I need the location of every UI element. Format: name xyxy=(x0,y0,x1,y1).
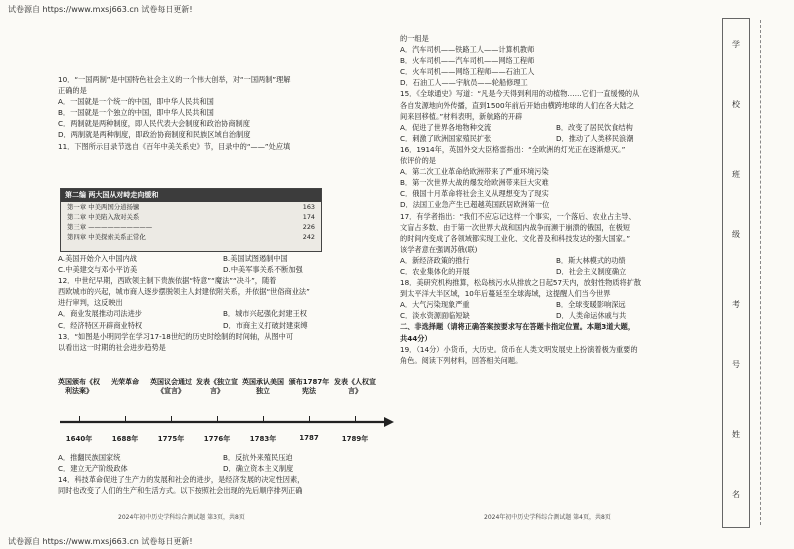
q15-options-row2: C．刺激了欧洲国家殖民扩张 D．推动了人类移民浪潮 xyxy=(400,133,634,143)
timeline-tick xyxy=(309,416,310,422)
q19-stem-line1: 19．（14分）小货币，大历史。货币在人类文明发展史上扮演着极为重要的 xyxy=(400,344,638,354)
timeline-tick xyxy=(355,416,356,422)
page-footer-right: 2024年初中历史学科综合测试题 第4页，共8页 xyxy=(484,514,611,521)
q11-options-row1: A.美国开始介入中国内战 B.美国试图遏制中国 xyxy=(58,254,288,263)
q17-stem-line3: 的时间内变成了各领域都实现工业化、文化普及和科技发达的强大国家。” xyxy=(400,233,631,243)
right-column xyxy=(400,33,712,366)
timeline-event: 光荣革命 xyxy=(111,378,139,386)
q13-options-row1: A．推翻民族国家统 B．反抗外来殖民压迫 xyxy=(58,453,293,462)
strip-label: 姓 xyxy=(732,430,740,439)
timeline-event: 英国承认美国独立 xyxy=(242,378,284,395)
toc-image xyxy=(60,188,322,252)
timeline-year: 1688年 xyxy=(111,435,139,443)
timeline-event: 发表《独立宣言》 xyxy=(196,378,238,395)
timeline-year: 1640年 xyxy=(65,435,93,443)
q14-cont-stem: 的一组是 xyxy=(400,34,429,43)
q14-stem-line1: 14．科技革命促进了生产力的发展和社会的进步，是经济发展的决定性因素， xyxy=(58,475,305,485)
timeline-tick xyxy=(171,416,172,422)
q11-options-row2: C.中美建交与邓小平访美 D.中美军事关系不断加强 xyxy=(58,265,303,275)
q17-options-row1: A．新经济政策的推行 B．斯大林模式的功绩 xyxy=(400,255,626,265)
left-column-bottom xyxy=(58,452,388,496)
q16-option-c: C．俄国十月革命将社会主义从理想变为了现实 xyxy=(400,189,549,199)
source-banner-top: 试卷源自 https://www.mxsj663.cn 试卷每日更新! xyxy=(8,5,193,14)
q16-option-b: B．第一次世界大战的爆发给欧洲带来巨大灾难 xyxy=(400,178,549,188)
q12-options-row1: A．商业发展推动司法进步 B．城市兴起强化封建王权 xyxy=(58,309,307,319)
binding-cut-line xyxy=(760,20,762,525)
binding-info-strip xyxy=(722,18,750,528)
timeline-event: 英国颁布《权利法案》 xyxy=(58,378,100,395)
q14-option-d: D．石油工人——宇航员——轮船修理工 xyxy=(400,78,528,88)
q17-stem-line1: 17．有学者指出：“我们不应忘记这样一个事实，一个落后、农业占主导、 xyxy=(400,211,636,221)
q15-stem-line2: 各自发源地向外传播，直到1500年前后开始由横跨地球的人们在各大陆之 xyxy=(400,100,634,110)
q13-stem-line2: 以看出这一时期的社会进步趋势是 xyxy=(58,342,166,352)
left-column xyxy=(58,74,388,152)
toc-row: 第四章 中美探索关系正常化 242 xyxy=(67,233,315,241)
timeline-year: 1789年 xyxy=(341,435,369,443)
q15-stem-line3: 间来回移植。”材料表明，新航路的开辟 xyxy=(400,111,523,121)
strip-label: 级 xyxy=(732,230,740,239)
toc-row: 第一章 中美两国分道扬镳 163 xyxy=(67,203,315,211)
toc-row: 第三章 —————————— 226 xyxy=(67,223,315,231)
q17-options-row2: C．农业集体化的开展 D．社会主义制度确立 xyxy=(400,266,627,276)
q13-stem-line1: 13．“如图是小明同学在学习17-18世纪的历史时绘制的时间轴，从图中可 xyxy=(58,331,294,341)
q10-stem-line1: 10．“一国两制”是中国特色社会主义的一个伟大创举，对“一国两制”理解 xyxy=(58,75,291,84)
timeline-year: 1775年 xyxy=(157,435,185,443)
history-timeline xyxy=(58,378,394,448)
q14-option-c: C．火车司机——网络工程师——石油工人 xyxy=(400,67,535,77)
section2-title: 二、非选择题（请将正确答案按要求写在答题卡指定位置。本题3道大题， xyxy=(400,322,636,332)
timeline-event: 颁布1787年宪法 xyxy=(288,378,330,395)
q10-option-b: B．一国就是一个独立的中国，即中华人民共和国 xyxy=(58,108,214,118)
left-column-mid xyxy=(58,253,388,353)
q13-options-row2: C．建立无产阶级政体 D．确立资本主义制度 xyxy=(58,464,294,474)
q18-options-row2: C．淡水资源面临短缺 D．人类命运休戚与共 xyxy=(400,311,627,321)
timeline-event: 英国议会通过《宣言》 xyxy=(150,378,192,395)
strip-label: 考 xyxy=(732,300,740,309)
timeline-tick xyxy=(217,416,218,422)
q14-stem-line2: 同时也改变了人们的生产和生活方式。以下按照社会出现的先后顺序排列正确 xyxy=(58,486,303,496)
q15-stem-line1: 15．《全球通史》写道：“凡是今天得到利用的动植物……它们一直缓慢的从 xyxy=(400,89,640,99)
q10-option-a: A．一国就是一个统一的中国，即中华人民共和国 xyxy=(58,97,214,107)
toc-header: 第二编 两大国从对峙走向缓和 xyxy=(61,189,321,202)
timeline-year: 1783年 xyxy=(249,435,277,443)
q17-stem-line4: 该学者意在强调苏俄(联) xyxy=(400,244,478,254)
strip-label: 学 xyxy=(732,40,740,49)
q14-option-a: A．汽车司机——铁路工人——计算机教师 xyxy=(400,45,535,55)
q10-option-c: C．两制就是两种制度，即人民代表大会制度和政治协商制度 xyxy=(58,119,250,129)
q16-option-a: A．第二次工业革命给欧洲带来了严重环境污染 xyxy=(400,167,549,177)
timeline-year: 1787 xyxy=(299,434,319,442)
timeline-tick xyxy=(125,416,126,422)
q12-stem-line2: 西欧城市的兴起，城市商人逐步摆脱领主人封建依附关系，并依据“世俗商业法” xyxy=(58,287,310,297)
strip-label: 号 xyxy=(732,360,740,369)
q15-options-row1: A．促进了世界各地物种交流 B．改变了居民饮食结构 xyxy=(400,122,633,132)
section2-subtitle: 共44分） xyxy=(400,333,432,343)
timeline-tick xyxy=(79,416,80,422)
q12-options-row2: C．经济特区开辟商业特权 D．市商主义打破封建束缚 xyxy=(58,320,308,330)
strip-label: 班 xyxy=(732,170,740,179)
q19-stem-line2: 角色。阅读下列材料，回答相关问题。 xyxy=(400,355,523,365)
q16-stem-line2: 依评价的是 xyxy=(400,156,436,166)
q18-stem-line2: 到太平洋大半区域，10年后蔓延至全球海域，这提醒人们当今世界 xyxy=(400,289,611,299)
page-footer-left: 2024年初中历史学科综合测试题 第3页，共8页 xyxy=(118,514,245,521)
q17-stem-line2: 文盲占多数、由于第一次世界大战和国内战争而濒于崩溃的俄国，在极短 xyxy=(400,222,631,232)
q16-stem-line1: 16．1914年，英国外交大臣格雷指出：“全欧洲的灯光正在逐渐熄灭。” xyxy=(400,144,626,154)
q14-option-b: B．火车司机——汽车司机——网络工程师 xyxy=(400,56,535,66)
q18-stem-line1: 18．美研究机构推算，松岛核污水从排放之日起57天内，放射性物质将扩散 xyxy=(400,278,642,288)
q10-stem-line2: 正确的是 xyxy=(58,86,87,96)
timeline-event: 发表《人权宣言》 xyxy=(334,378,376,395)
strip-label: 名 xyxy=(732,490,740,499)
q12-stem-line1: 12．中世纪早期，西欧领主制下贵族依据“特意”“魔法”“决斗”，随着 xyxy=(58,276,277,286)
q11-stem: 11．下图所示目录节选自《百年中美关系史》节，目录中的“——”处应填 xyxy=(58,141,291,151)
strip-label: 校 xyxy=(732,100,740,109)
toc-row: 第二章 中美陷入敌对关系 174 xyxy=(67,213,315,221)
q18-options-row1: A．大气污染现象严重 B．全球变暖影响深远 xyxy=(400,300,626,310)
q10-option-d: D．两制就是两种制度，即政治协商制度和民族区域自治制度 xyxy=(58,130,251,140)
timeline-year: 1776年 xyxy=(203,435,231,443)
source-banner-bottom: 试卷源自 https://www.mxsj663.cn 试卷每日更新! xyxy=(8,537,193,546)
timeline-tick xyxy=(263,416,264,422)
q16-option-d: D．法国工业急产生已超越英国跃居欧洲第一位 xyxy=(400,200,550,210)
q12-stem-line3: 进行审判，这反映出 xyxy=(58,298,123,308)
